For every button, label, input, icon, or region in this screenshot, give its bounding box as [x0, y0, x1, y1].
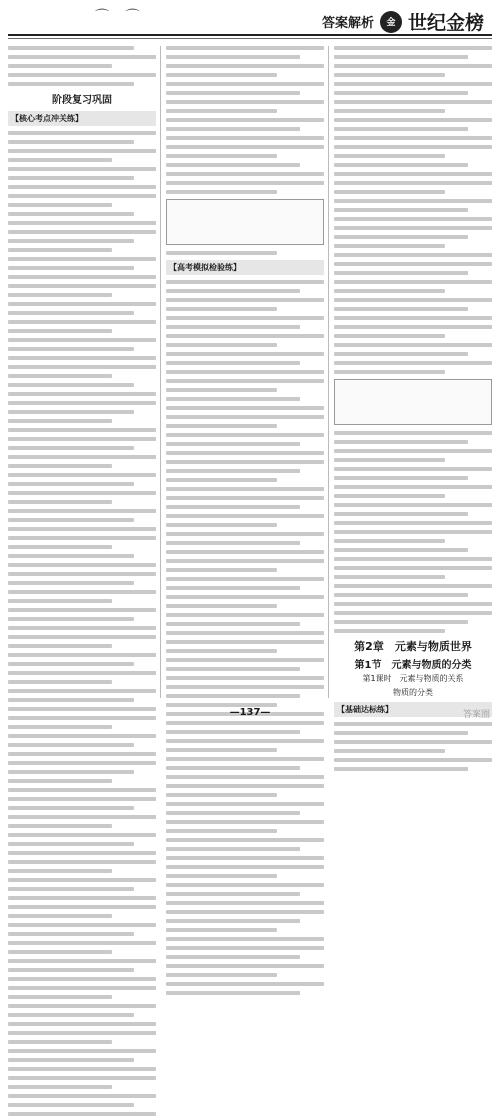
- section-title: 第1节 元素与物质的分类: [354, 660, 472, 671]
- section-banner: 【基础达标练】: [334, 702, 492, 717]
- section-banner: 【核心考点冲关练】: [8, 111, 156, 126]
- lesson-title: 第1课时 元素与物质的关系: [362, 674, 464, 683]
- column-divider: [328, 46, 329, 698]
- watermark: 答案圈: [462, 710, 490, 720]
- header-rule: [8, 34, 492, 36]
- answer-column-2: [166, 46, 324, 698]
- bird-decoration-icon: ⌒ ⌒: [95, 9, 146, 25]
- answer-column-3: [334, 46, 492, 714]
- brand-name: 世纪金榜: [407, 12, 484, 34]
- column-divider: [160, 46, 161, 698]
- figure-placeholder: [334, 379, 492, 425]
- figure-placeholder: [166, 199, 324, 245]
- lesson-subtitle: 物质的分类: [393, 688, 433, 697]
- chapter-title: 第2章 元素与物质世界: [354, 640, 472, 653]
- header-rule-thin: [8, 38, 492, 39]
- section-banner: 【高考模拟检验练】: [166, 260, 324, 275]
- brand-logo-icon: 金: [380, 11, 402, 33]
- answer-column-1: [8, 46, 156, 698]
- brand-title: [322, 8, 484, 35]
- section-heading: 阶段复习巩固: [52, 95, 112, 106]
- page-number: —137—: [229, 707, 271, 718]
- brand-prefix: 答案解析: [321, 16, 374, 31]
